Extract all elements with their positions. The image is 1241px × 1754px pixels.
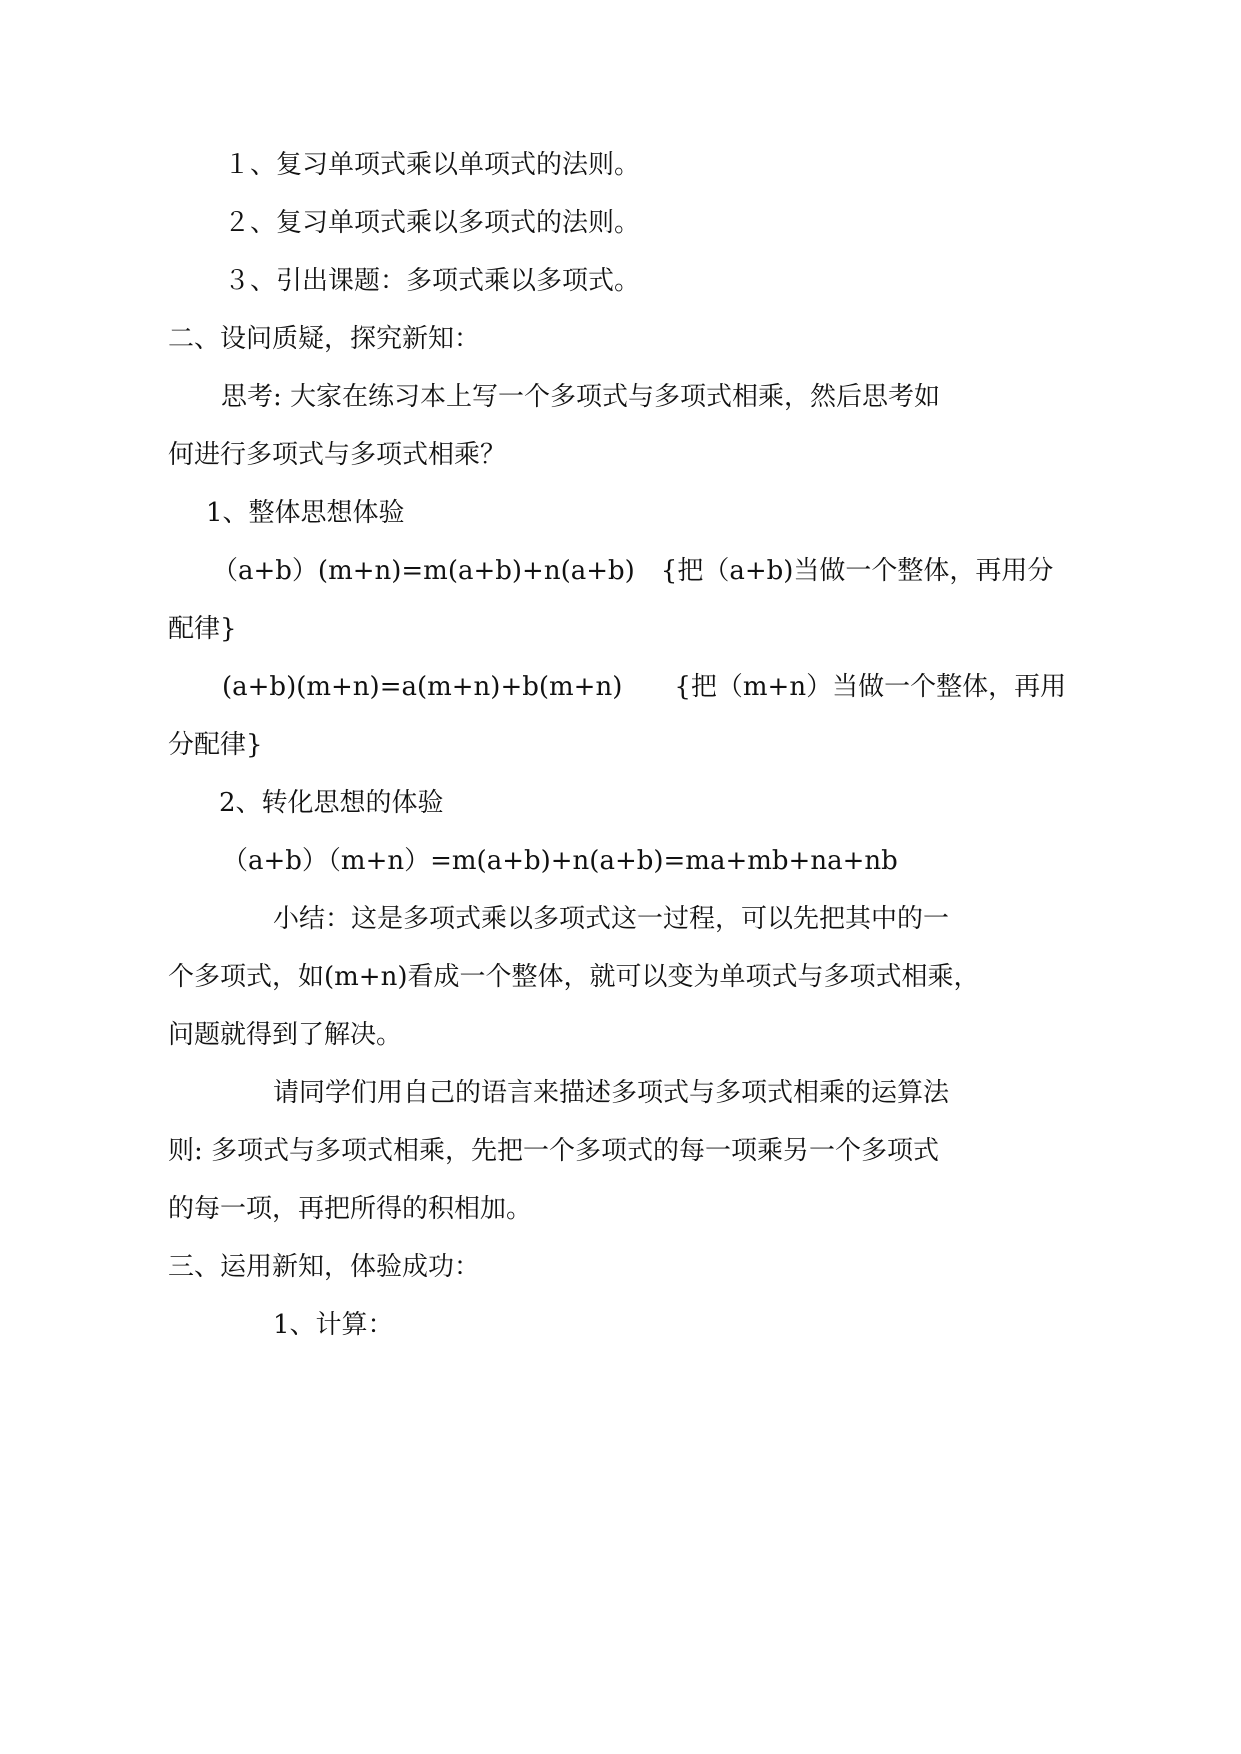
summary-line-1: 小结：这是多项式乘以多项式这一过程，可以先把其中的一: [273, 904, 950, 934]
rule-line-3: 的每一项，再把所得的积相加。: [168, 1194, 533, 1224]
equation-2-line-1: (a+b)(m+n)=a(m+n)+b(m+n) {把（m+n）当做一个整体，再用: [222, 672, 1067, 702]
think-paragraph-line-1: 思考: 大家在练习本上写一个多项式与多项式相乘，然后思考如: [221, 382, 941, 412]
summary-line-3: 问题就得到了解决。: [168, 1020, 403, 1050]
section-2-heading: 二、设问质疑，探究新知：: [168, 324, 481, 354]
review-item-1: １、复习单项式乘以单项式的法则。: [224, 150, 641, 180]
equation-1-line-2: 配律}: [168, 614, 237, 644]
rule-line-1: 请同学们用自己的语言来描述多项式与多项式相乘的运算法: [273, 1078, 950, 1108]
section-3-item-1: 1、计算：: [273, 1310, 394, 1340]
equation-3: （a+b）（m+n）=m(a+b)+n(a+b)=ma+mb+na+nb: [222, 846, 898, 876]
think-paragraph-line-2: 何进行多项式与多项式相乘？: [168, 440, 507, 470]
rule-line-2: 则: 多项式与多项式相乘，先把一个多项式的每一项乘另一个多项式: [168, 1136, 940, 1166]
review-item-3: ３、引出课题：多项式乘以多项式。: [224, 266, 641, 296]
section-3-heading: 三、运用新知，体验成功：: [168, 1252, 481, 1282]
item-1-title: 1、整体思想体验: [206, 498, 405, 528]
equation-2-line-2: 分配律}: [168, 730, 263, 760]
summary-line-2: 个多项式，如(m+n)看成一个整体，就可以变为单项式与多项式相乘，: [168, 962, 980, 992]
equation-1-line-1: （a+b）(m+n)=m(a+b)+n(a+b) {把（a+b)当做一个整体，再用分: [212, 556, 1054, 586]
item-2-title: 2、转化思想的体验: [219, 788, 444, 818]
review-item-2: ２、复习单项式乘以多项式的法则。: [224, 208, 641, 238]
